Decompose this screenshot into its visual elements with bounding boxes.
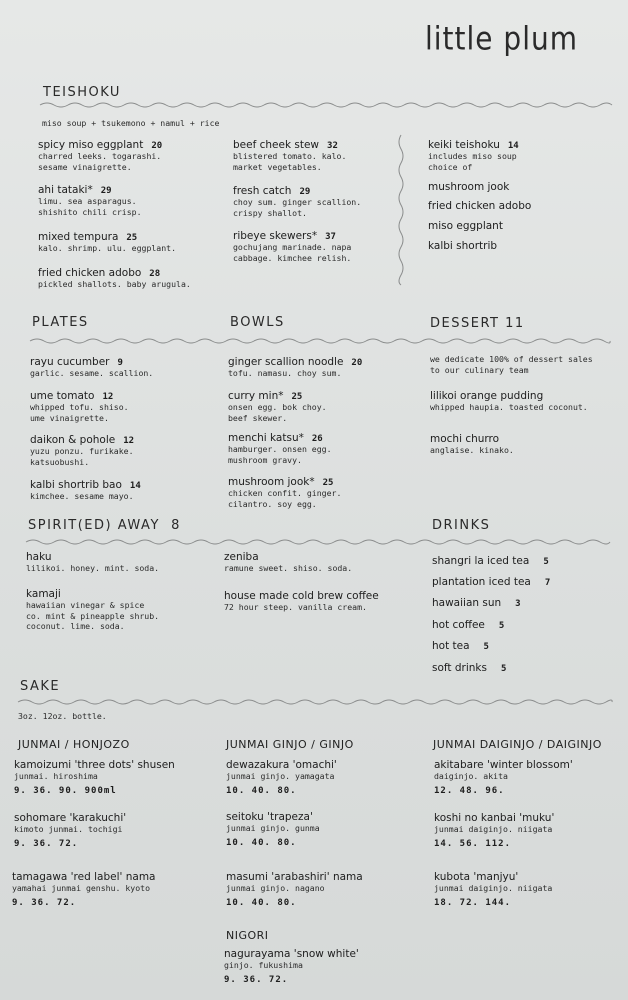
- drink-item: [432, 597, 521, 609]
- item-name: [228, 356, 362, 368]
- drink-item: [432, 640, 489, 652]
- item-desc: choy sum. ginger scallion. crispy shallot.: [233, 197, 362, 218]
- keiki-choice: kalbi shortrib: [428, 240, 498, 252]
- spirited-price: 8: [171, 518, 181, 533]
- brand-logo: little plum: [425, 19, 578, 58]
- item-prices: 10. 40. 80.: [226, 897, 297, 908]
- item-desc: lilikoi. honey. mint. soda.: [26, 563, 160, 573]
- item-desc: pickled shallots. baby arugula.: [38, 279, 191, 289]
- item-name-text: beef cheek stew: [233, 139, 320, 151]
- divider-line: [26, 540, 610, 544]
- item-name: koshi no kanbai 'muku': [434, 812, 555, 824]
- drink-item: [432, 555, 549, 567]
- sake-item: [434, 871, 552, 908]
- menu-item: [38, 231, 176, 254]
- item-price: 12: [102, 392, 114, 402]
- item-desc: ginjo. fukushima: [224, 960, 303, 970]
- divider-line: [399, 135, 403, 285]
- item-price: 14: [507, 141, 519, 151]
- item-desc: kimchee. sesame mayo.: [30, 491, 134, 501]
- sake-item: [14, 759, 175, 796]
- item-prices: 10. 40. 80.: [226, 837, 297, 848]
- item-name-text: mushroom jook*: [228, 476, 315, 488]
- item-price: 5: [543, 557, 549, 567]
- item-name-text: spicy miso eggplant: [38, 139, 144, 151]
- item-desc: kalo. shrimp. ulu. eggplant.: [38, 243, 177, 253]
- item-desc: yuzu ponzu. furikake. katsuobushi.: [30, 446, 134, 467]
- item-price: 9: [117, 358, 123, 368]
- item-name-text: ahi tataki*: [38, 184, 93, 196]
- menu-item: [430, 390, 588, 413]
- menu-item: [430, 433, 514, 456]
- item-desc: kimoto junmai. tochigi: [14, 824, 123, 834]
- item-desc: ramune sweet. shiso. soda.: [224, 563, 353, 573]
- item-price: 5: [500, 664, 507, 674]
- item-desc: junmai ginjo. nagano: [226, 883, 325, 893]
- keiki-choice: fried chicken adobo: [428, 200, 532, 212]
- item-name: masumi 'arabashiri' nama: [226, 871, 363, 883]
- item-desc: whipped haupia. toasted coconut.: [430, 402, 588, 412]
- item-prices: 9. 36. 72.: [224, 974, 289, 985]
- menu-item: [228, 356, 362, 379]
- plates-heading: PLATES: [32, 315, 89, 330]
- dessert-note: we dedicate 100% of dessert sales to our culinary team: [430, 354, 593, 375]
- item-name: [30, 356, 153, 368]
- item-name: sohomare 'karakuchi': [14, 812, 127, 824]
- item-price: 25: [322, 478, 334, 488]
- item-price: 5: [483, 642, 489, 652]
- item-name: kamoizumi 'three dots' shusen: [14, 759, 175, 771]
- item-name: [228, 432, 332, 444]
- item-name: [38, 139, 162, 151]
- item-desc: daiginjo. akita: [434, 771, 508, 781]
- menu-item: [30, 479, 141, 502]
- item-name-text: shangri la iced tea: [432, 555, 530, 567]
- item-price: 14: [129, 481, 141, 491]
- menu-item: [38, 184, 142, 217]
- item-price: 29: [299, 187, 311, 197]
- divider-line: [30, 339, 610, 343]
- sake-item: [226, 759, 337, 796]
- menu-item: [30, 434, 134, 467]
- item-price: 20: [151, 141, 163, 151]
- item-name: kamaji: [26, 588, 61, 600]
- sake-item: [224, 948, 359, 985]
- item-name: seitoku 'trapeza': [226, 811, 313, 823]
- item-name: akitabare 'winter blossom': [434, 759, 573, 771]
- menu-item: [26, 551, 159, 574]
- item-desc: includes miso soup choice of: [428, 151, 517, 172]
- item-name: [38, 231, 176, 243]
- menu-item: [30, 390, 129, 423]
- item-price: 28: [149, 269, 161, 279]
- sake-item: [434, 812, 554, 849]
- menu-item: [228, 390, 327, 423]
- item-name-text: fried chicken adobo: [38, 267, 142, 279]
- item-price: 20: [351, 358, 363, 368]
- item-name-text: ume tomato: [30, 390, 95, 402]
- spirited-heading: [28, 518, 181, 533]
- item-name-text: soft drinks: [432, 662, 487, 674]
- drink-item: [432, 576, 550, 588]
- item-name-text: mixed tempura: [38, 231, 119, 243]
- menu-item: [224, 551, 352, 574]
- keiki-choice: miso eggplant: [428, 220, 503, 232]
- item-name: [233, 230, 351, 242]
- item-name: [233, 139, 346, 151]
- item-desc: onsen egg. bok choy. beef skewer.: [228, 402, 327, 423]
- divider-wave: [40, 100, 612, 110]
- item-name-text: ribeye skewers*: [233, 230, 318, 242]
- item-name: house made cold brew coffee: [224, 590, 379, 602]
- item-desc: junmai daiginjo. niigata: [434, 883, 553, 893]
- item-price: 5: [498, 621, 505, 631]
- drink-item: [432, 662, 506, 674]
- vertical-divider: [396, 135, 406, 285]
- sake-category-heading: JUNMAI GINJO / GINJO: [226, 738, 354, 751]
- item-name: [428, 139, 519, 151]
- item-desc: junmai. hiroshima: [14, 771, 98, 781]
- item-name-text: curry min*: [228, 390, 284, 402]
- item-desc: blistered tomato. kalo. market vegetables.: [233, 151, 347, 172]
- item-name-text: hawaiian sun: [432, 597, 502, 609]
- bowls-heading: BOWLS: [230, 315, 285, 330]
- item-name: [228, 390, 327, 402]
- item-desc: anglaise. kinako.: [430, 445, 514, 455]
- item-desc: yamahai junmai genshu. kyoto: [12, 883, 151, 893]
- item-desc: tofu. namasu. choy sum.: [228, 368, 342, 378]
- divider-wave: [30, 336, 610, 346]
- menu-item: [224, 590, 379, 613]
- item-name: haku: [26, 551, 52, 563]
- item-name: kubota 'manjyu': [434, 871, 519, 883]
- dessert-title: DESSERT: [430, 316, 500, 331]
- item-desc: junmai daiginjo. niigata: [434, 824, 553, 834]
- item-prices: 14. 56. 112.: [434, 838, 512, 849]
- divider-line: [18, 700, 612, 704]
- menu-item: [26, 588, 159, 632]
- sake-item: [12, 871, 155, 908]
- dessert-price: 11: [505, 316, 525, 331]
- item-prices: 18. 72. 144.: [434, 897, 512, 908]
- divider-wave: [26, 537, 610, 547]
- item-name: [38, 267, 191, 279]
- item-name: nagurayama 'snow white': [224, 948, 359, 960]
- item-price: 25: [126, 233, 138, 243]
- item-desc: 72 hour steep. vanilla cream.: [224, 602, 367, 612]
- item-name: [228, 476, 341, 488]
- sake-category-heading: JUNMAI / HONJOZO: [18, 738, 130, 751]
- item-price: 26: [311, 434, 323, 444]
- item-name-text: hot tea: [432, 640, 470, 652]
- item-name: [38, 184, 142, 196]
- menu-item: [233, 230, 351, 263]
- divider-wave: [18, 697, 612, 707]
- menu-item: [233, 139, 346, 172]
- drink-item: [432, 619, 504, 631]
- item-name-text: kalbi shortrib bao: [30, 479, 122, 491]
- item-price: 3: [515, 599, 521, 609]
- menu-item: [233, 185, 361, 218]
- item-price: 7: [544, 578, 551, 588]
- item-name: mochi churro: [430, 433, 500, 445]
- item-name: tamagawa 'red label' nama: [12, 871, 156, 883]
- item-name-text: menchi katsu*: [228, 432, 304, 444]
- item-desc: hawaiian vinegar & spice co. mint & pineapple shrub. coconut. lime. soda.: [26, 600, 160, 631]
- item-name-text: rayu cucumber: [30, 356, 110, 368]
- item-desc: garlic. sesame. scallion.: [30, 368, 154, 378]
- item-desc: chicken confit. ginger. cilantro. soy egg.: [228, 488, 342, 509]
- item-name: [30, 434, 134, 446]
- nigori-heading: NIGORI: [226, 929, 269, 942]
- keiki-choice: mushroom jook: [428, 181, 510, 193]
- item-name-text: hot coffee: [432, 619, 485, 631]
- sake-item: [226, 811, 320, 848]
- menu-item: [228, 432, 332, 465]
- keiki-teishoku: [428, 139, 519, 172]
- item-name: [30, 390, 129, 402]
- item-name-text: keiki teishoku: [428, 139, 500, 151]
- item-desc: whipped tofu. shiso. ume vinaigrette.: [30, 402, 129, 423]
- item-prices: 9. 36. 90. 900ml: [14, 785, 117, 796]
- sake-sizes: 3oz. 12oz. bottle.: [18, 711, 107, 721]
- item-name: zeniba: [224, 551, 259, 563]
- item-desc: junmai ginjo. yamagata: [226, 771, 335, 781]
- item-prices: 12. 48. 96.: [434, 785, 505, 796]
- menu-item: [38, 139, 162, 172]
- sake-item: [434, 759, 573, 796]
- item-name: lilikoi orange pudding: [430, 390, 544, 402]
- item-name-text: daikon & pohole: [30, 434, 116, 446]
- item-desc: hamburger. onsen egg. mushroom gravy.: [228, 444, 332, 465]
- item-name-text: fresh catch: [233, 185, 292, 197]
- menu-item: [38, 267, 191, 290]
- item-price: 32: [327, 141, 338, 151]
- sake-item: [226, 871, 363, 908]
- menu-item: [228, 476, 341, 509]
- divider-line: [40, 103, 612, 107]
- item-desc: charred leeks. togarashi. sesame vinaigrette.: [38, 151, 162, 172]
- sake-category-heading: JUNMAI DAIGINJO / DAIGINJO: [433, 738, 602, 751]
- dessert-heading: [430, 316, 525, 331]
- sake-heading: SAKE: [20, 679, 61, 694]
- item-price: 37: [325, 232, 336, 242]
- item-name: dewazakura 'omachi': [226, 759, 337, 771]
- item-name-text: ginger scallion noodle: [228, 356, 344, 368]
- sake-item: [14, 812, 126, 849]
- item-name-text: plantation iced tea: [432, 576, 531, 588]
- teishoku-subtitle: miso soup + tsukemono + namul + rice: [42, 118, 220, 128]
- item-price: 25: [291, 392, 303, 402]
- item-desc: junmai ginjo. gunma: [226, 823, 320, 833]
- item-prices: 9. 36. 72.: [14, 838, 79, 849]
- item-prices: 10. 40. 80.: [226, 785, 297, 796]
- item-price: 29: [100, 186, 112, 196]
- item-prices: 9. 36. 72.: [12, 897, 77, 908]
- menu-item: [30, 356, 153, 379]
- spirited-title: SPIRIT(ED) AWAY: [28, 518, 160, 533]
- item-desc: gochujang marinade. napa cabbage. kimchee relish.: [233, 242, 352, 263]
- item-desc: limu. sea asparagus. shishito chili crisp.: [38, 196, 142, 217]
- item-name: [233, 185, 361, 197]
- item-name: [30, 479, 141, 491]
- teishoku-heading: TEISHOKU: [43, 85, 121, 100]
- drinks-heading: DRINKS: [432, 518, 491, 533]
- item-price: 12: [123, 436, 135, 446]
